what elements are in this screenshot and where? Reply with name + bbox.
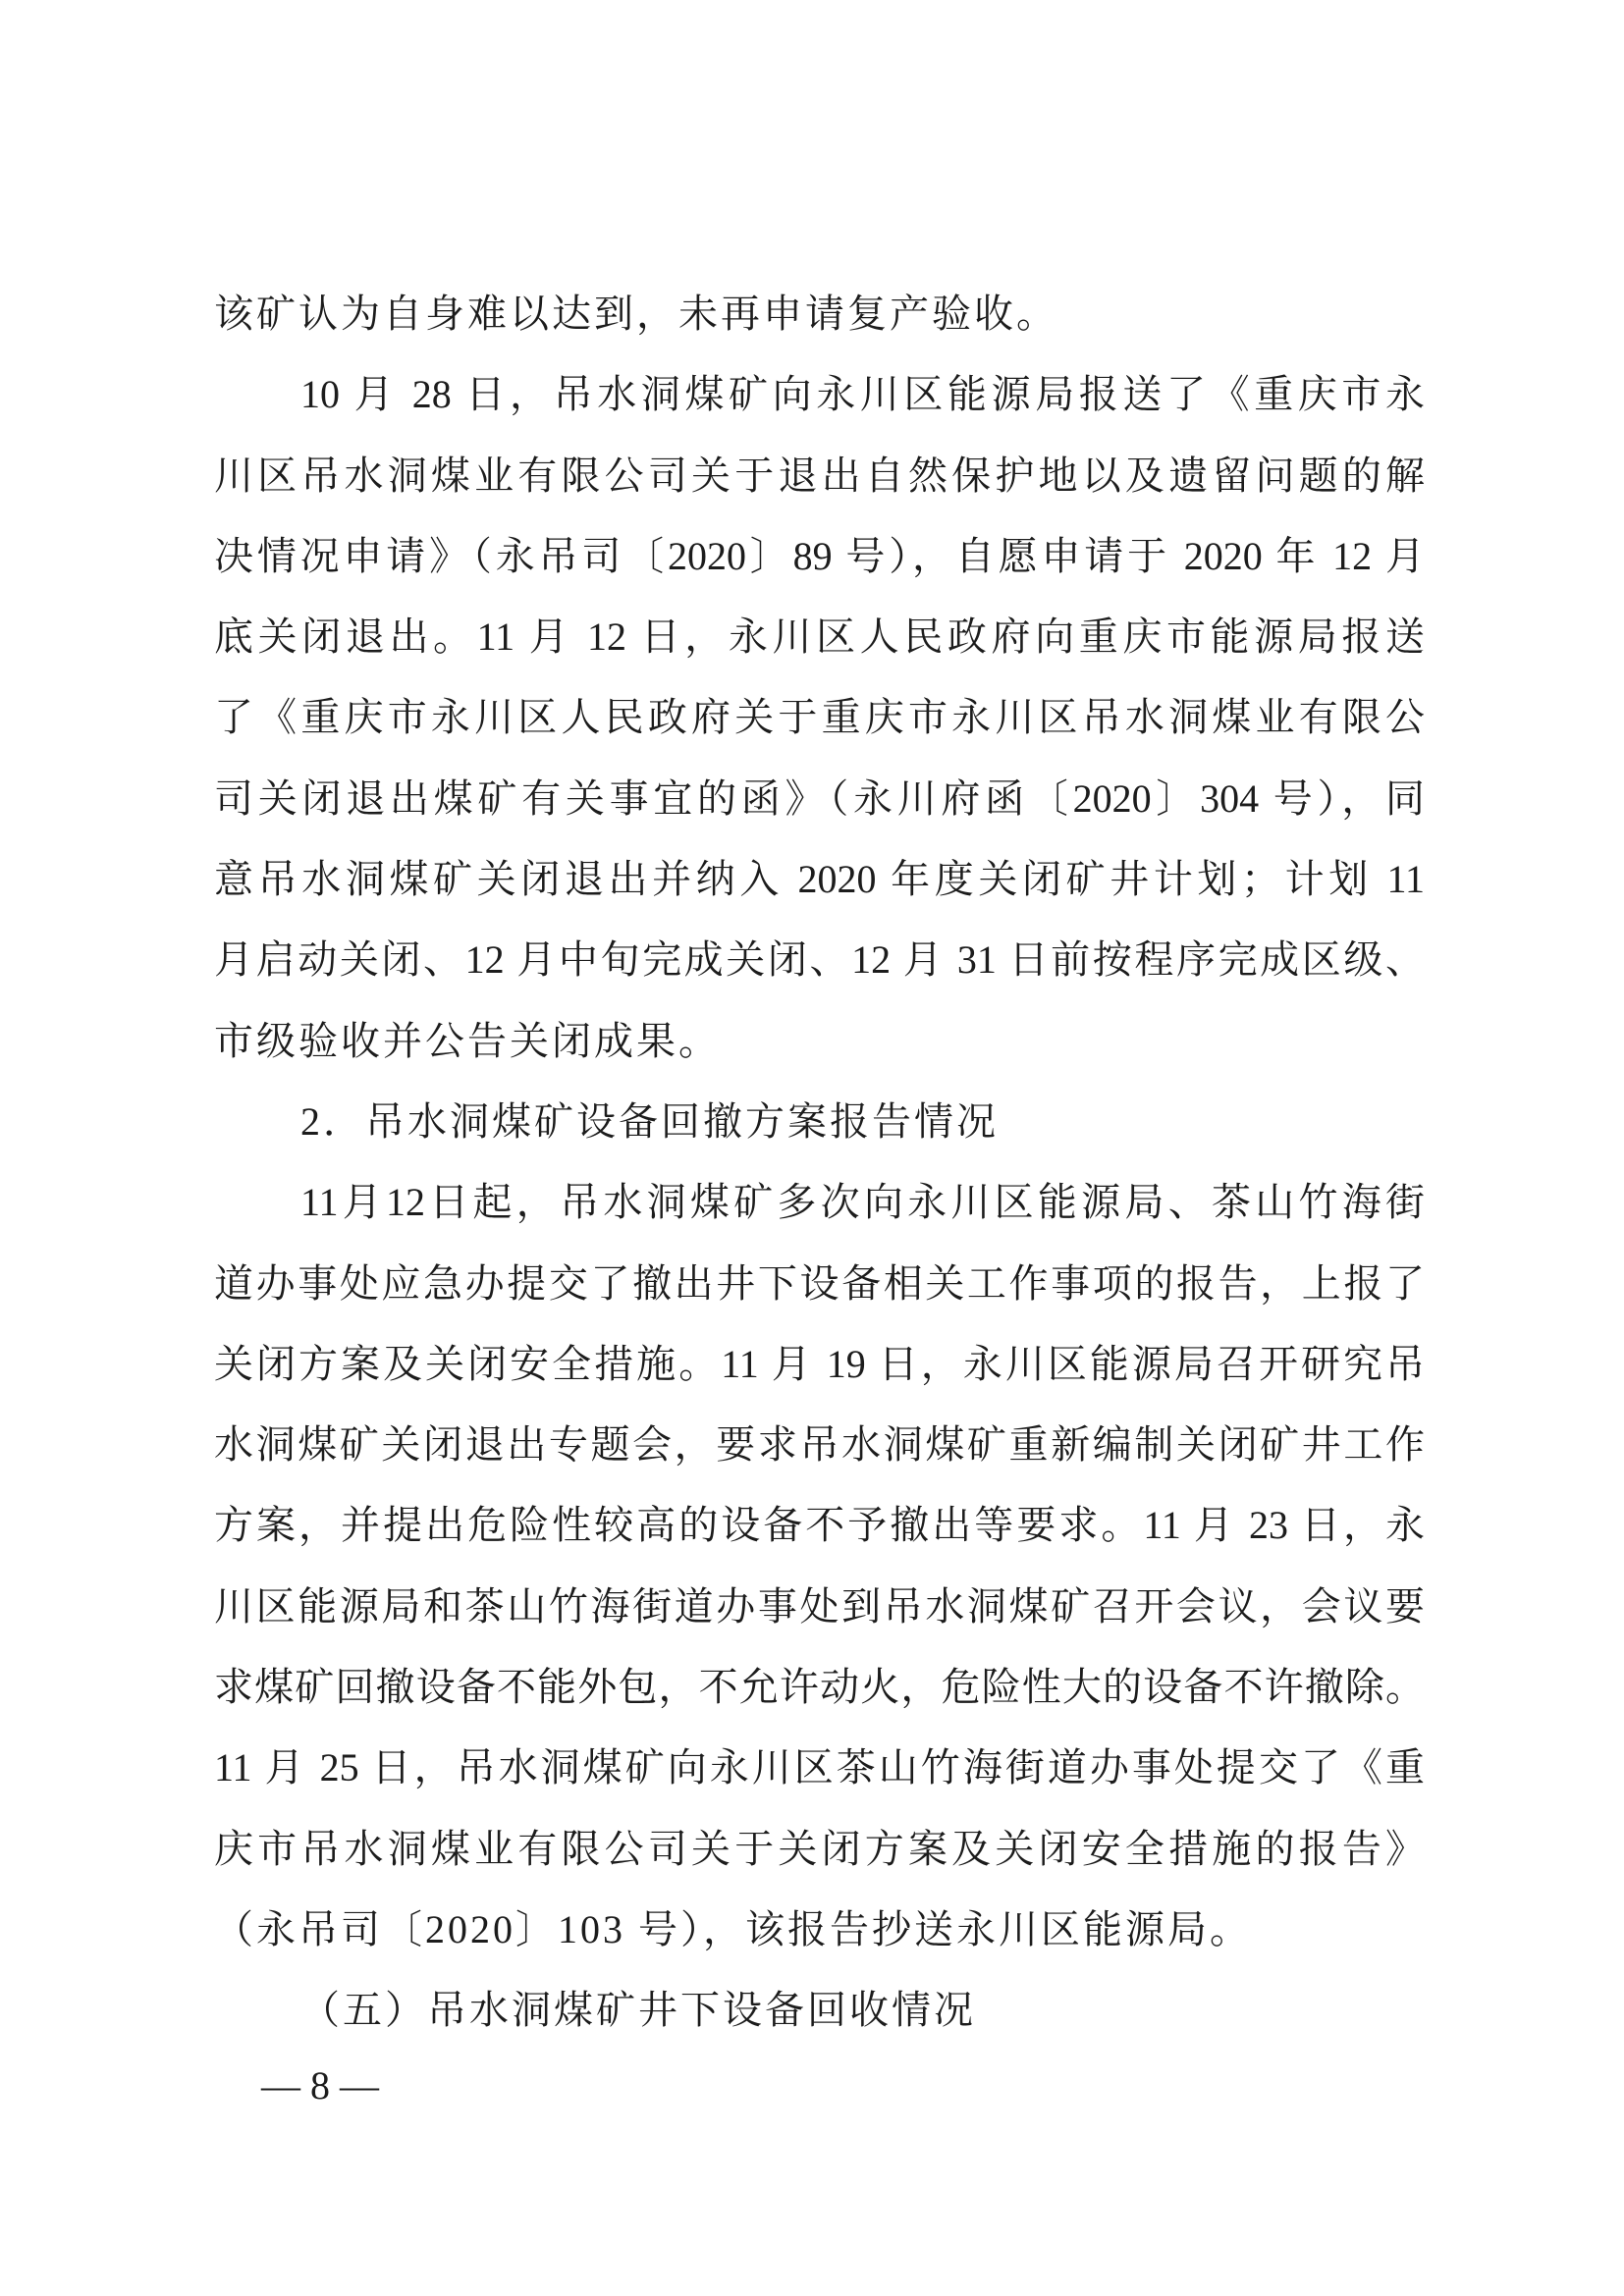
text-line: 该矿认为自身难以达到，未再申请复产验收。 — [214, 292, 1058, 336]
text-line: （永吊司〔2020〕103 号），该报告抄送永川区能源局。 — [214, 1906, 1252, 1951]
text-line: 市级验收并公告关闭成果。 — [214, 1018, 721, 1063]
page-number: — 8 — — [261, 2063, 379, 2108]
paragraph-first-line: 11月12日起，吊水洞煤矿多次向永川区能源局、茶山竹海街 — [300, 1180, 1425, 1225]
text-line: 求煤矿回撤设备不能外包，不允许动火，危险性大的设备不许撤除。 — [214, 1665, 1425, 1710]
text-line: 关闭方案及关闭安全措施。11 月 19 日，永川区能源局召开研究吊 — [214, 1341, 1425, 1386]
text-line: 川区能源局和茶山竹海街道办事处到吊水洞煤矿召开会议，会议要 — [214, 1583, 1425, 1629]
text-line: 川区吊水洞煤业有限公司关于退出自然保护地以及遗留问题的解 — [214, 453, 1425, 498]
section-heading: 2．吊水洞煤矿设备回撤方案报告情况 — [300, 1098, 999, 1144]
section-heading: （五）吊水洞煤矿井下设备回收情况 — [300, 1988, 976, 2033]
text-line: 庆市吊水洞煤业有限公司关于关闭方案及关闭安全措施的报告》 — [214, 1826, 1425, 1871]
text-line: 月启动关闭、12 月中旬完成关闭、12 月 31 日前按程序完成区级、 — [214, 937, 1425, 983]
text-line: 底关闭退出。11 月 12 日，永川区人民政府向重庆市能源局报送 — [214, 614, 1425, 660]
text-line: 道办事处应急办提交了撤出井下设备相关工作事项的报告，上报了 — [214, 1260, 1425, 1306]
text-line: 方案，并提出危险性较高的设备不予撤出等要求。11 月 23 日，永 — [214, 1503, 1425, 1548]
text-line: 司关闭退出煤矿有关事宜的函》（永川府函〔2020〕304 号），同 — [214, 775, 1425, 821]
body-text — [214, 274, 1425, 2052]
text-line: 水洞煤矿关闭退出专题会，要求吊水洞煤矿重新编制关闭矿井工作 — [214, 1422, 1425, 1468]
text-line: 11 月 25 日，吊水洞煤矿向永川区茶山竹海街道办事处提交了《重 — [214, 1745, 1425, 1790]
text-line: 决情况申请》（永吊司〔2020〕89 号），自愿申请于 2020 年 12 月 — [214, 533, 1425, 578]
text-line: 意吊水洞煤矿关闭退出并纳入 2020 年度关闭矿井计划；计划 11 — [214, 857, 1425, 902]
paragraph-first-line: 10 月 28 日，吊水洞煤矿向永川区能源局报送了《重庆市永 — [300, 372, 1425, 417]
text-line: 了《重庆市永川区人民政府关于重庆市永川区吊水洞煤业有限公 — [214, 695, 1425, 740]
